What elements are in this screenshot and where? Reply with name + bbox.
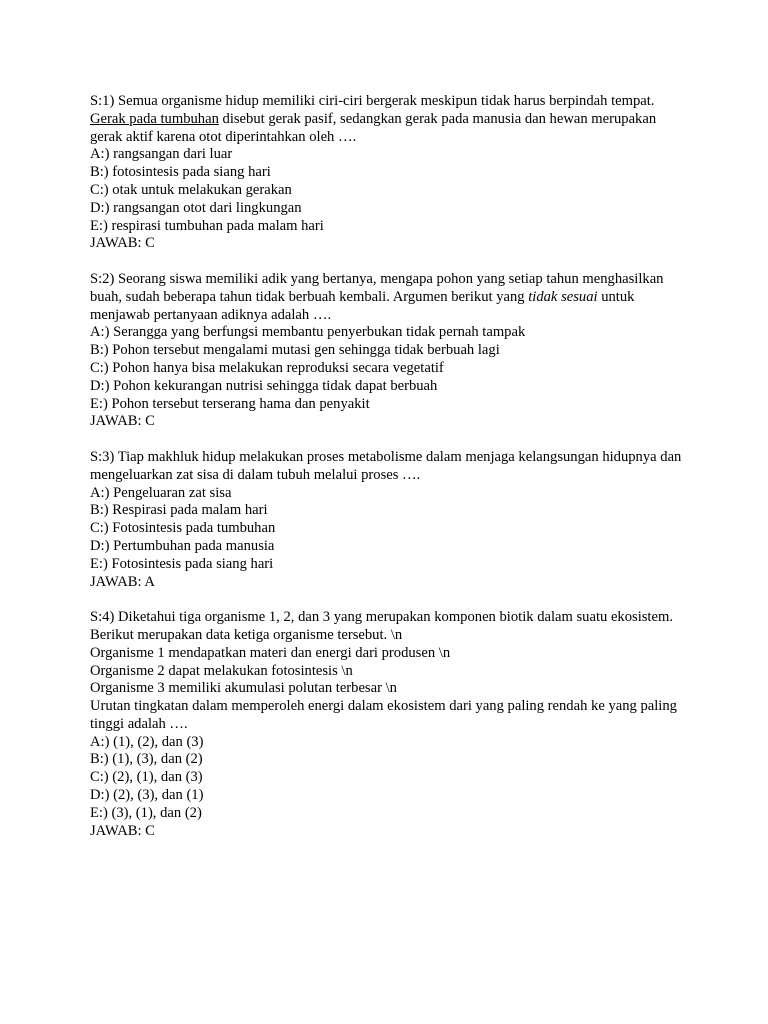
option-c: C:) (2), (1), dan (3)	[90, 769, 203, 786]
question-3	[90, 449, 690, 591]
stem-text: disebut gerak pasif, sedangkan gerak pada manusia dan hewan merupakan gerak aktif karena otot diperintahkan oleh ….	[90, 110, 657, 145]
stem-text: S:2) Seorang siswa memiliki adik yang bertanya, mengapa pohon yang setiap tahun menghasilkan buah, sudah beberapa tahun tidak berbuah kembali. Argumen berikut yang	[90, 270, 664, 305]
option-a: A:) Pengeluaran zat sisa	[90, 484, 232, 501]
stem-underlined-text: Gerak pada tumbuhan	[90, 110, 219, 127]
option-b: B:) fotosintesis pada siang hari	[90, 164, 271, 181]
option-b: B:) Respirasi pada malam hari	[90, 502, 268, 519]
option-e: E:) Fotosintesis pada siang hari	[90, 555, 274, 572]
answer-line: JAWAB: A	[90, 573, 155, 590]
organism-3-line: Organisme 3 memiliki akumulasi polutan terbesar \n	[90, 680, 397, 697]
option-c: C:) Fotosintesis pada tumbuhan	[90, 520, 276, 537]
stem-text: untuk menjawab pertanyaan adiknya adalah ….	[90, 288, 635, 323]
question-stem	[90, 93, 690, 146]
option-d: D:) Pohon kekurangan nutrisi sehingga tidak dapat berbuah	[90, 377, 438, 394]
option-a: A:) Serangga yang berfungsi membantu penyerbukan tidak pernah tampak	[90, 324, 526, 341]
question-4	[90, 609, 690, 840]
option-d: D:) (2), (3), dan (1)	[90, 787, 204, 804]
stem-italic-text: tidak sesuai	[528, 288, 598, 305]
organism-1-line: Organisme 1 mendapatkan materi dan energi dari produsen \n	[90, 644, 451, 661]
option-d: D:) Pertumbuhan pada manusia	[90, 537, 275, 554]
question-2	[90, 271, 690, 431]
document-body	[90, 93, 690, 858]
organism-2-line: Organisme 2 dapat melakukan fotosintesis \n	[90, 662, 353, 679]
option-a: A:) rangsangan dari luar	[90, 146, 233, 163]
stem-text: S:1) Semua organisme hidup memiliki ciri-ciri bergerak meskipun tidak harus berpindah tempat.	[90, 93, 655, 109]
option-c: C:) Pohon hanya bisa melakukan reproduksi secara vegetatif	[90, 359, 444, 376]
question-prompt: Urutan tingkatan dalam memperoleh energi dalam ekosistem dari yang paling rendah ke yang paling tinggi adalah ….	[90, 698, 677, 732]
option-e: E:) (3), (1), dan (2)	[90, 804, 202, 821]
answer-line: JAWAB: C	[90, 235, 155, 252]
answer-line: JAWAB: C	[90, 413, 155, 430]
option-b: B:) Pohon tersebut mengalami mutasi gen sehingga tidak berbuah lagi	[90, 342, 500, 359]
question-stem: S:4) Diketahui tiga organisme 1, 2, dan 3 yang merupakan komponen biotik dalam suatu ekosistem. Berikut merupakan data ketiga organisme tersebut. \n	[90, 609, 673, 643]
answer-line: JAWAB: C	[90, 822, 155, 839]
question-stem: S:3) Tiap makhluk hidup melakukan proses metabolisme dalam menjaga kelangsungan hidupnya dan mengeluarkan zat sisa di dalam tubuh melalui proses ….	[90, 448, 682, 483]
question-1	[90, 93, 690, 253]
option-c: C:) otak untuk melakukan gerakan	[90, 181, 292, 198]
option-b: B:) (1), (3), dan (2)	[90, 751, 203, 768]
option-d: D:) rangsangan otot dari lingkungan	[90, 199, 302, 216]
question-stem	[90, 271, 690, 324]
option-e: E:) respirasi tumbuhan pada malam hari	[90, 217, 324, 234]
option-e: E:) Pohon tersebut terserang hama dan penyakit	[90, 395, 370, 412]
option-a: A:) (1), (2), dan (3)	[90, 733, 204, 750]
